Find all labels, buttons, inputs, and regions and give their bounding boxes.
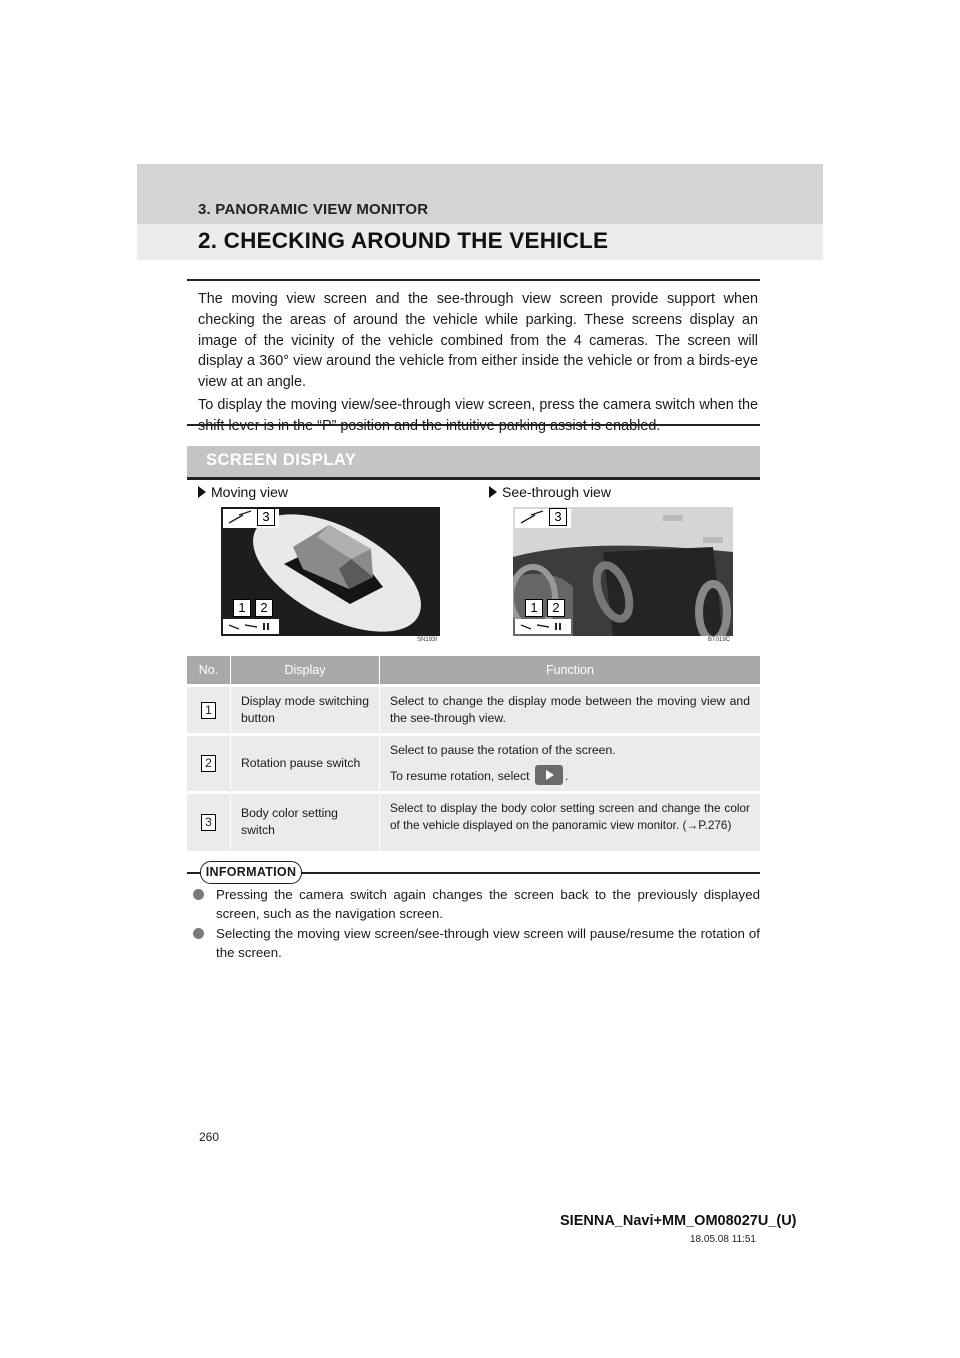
bullet-icon: [193, 928, 204, 939]
row-function-cell: [380, 735, 761, 793]
table-row: [187, 793, 760, 851]
information-list: [192, 886, 760, 964]
moving-view-image-code: SN193I: [417, 637, 438, 643]
intro-paragraph-1: The moving view screen and the see-through view screen provide support when checking the areas of around the vehicle while parking. These screens display an image of the vicinity of the vehicle combined from the 4 cameras. The screen will display a 360° view around the vehicle from either inside the vehicle or from a birds-eye view at an angle.: [198, 291, 758, 391]
triangle-arrow-icon: [489, 486, 497, 498]
triangle-arrow-icon: [198, 486, 206, 498]
page-title: 2. CHECKING AROUND THE VEHICLE: [198, 228, 609, 253]
callout-2: 2: [255, 599, 273, 617]
screen-display-heading: [187, 446, 760, 480]
screen-display-heading-text: SCREEN DISPLAY: [206, 451, 357, 469]
row-function-resume: To resume rotation, select .: [390, 765, 750, 785]
row-number: 1: [201, 702, 216, 719]
callout-2: 2: [547, 599, 565, 617]
document-date: 18.05.08 11:51: [690, 1234, 756, 1245]
function-table: [187, 656, 760, 851]
row-number: 2: [201, 755, 216, 772]
page-number: 260: [199, 1130, 220, 1144]
list-item: Pressing the camera switch again changes the screen back to the previously displayed screen, such as the navigation screen.: [192, 886, 760, 923]
row-display: Rotation pause switch: [231, 735, 380, 793]
moving-view-illustration: [221, 507, 440, 636]
row-number: 3: [201, 814, 216, 831]
see-through-view-image-code: BT019C: [708, 637, 731, 643]
table-row: [187, 735, 760, 793]
callout-1: 1: [233, 599, 251, 617]
see-through-view-illustration: [513, 507, 733, 636]
table-header-display: Display: [231, 656, 380, 686]
row-function: Select to pause the rotation of the screen.: [390, 743, 616, 757]
row-function: Select to change the display mode between the moving view and the see-through view.: [380, 686, 761, 735]
section-label: 3. PANORAMIC VIEW MONITOR: [198, 201, 429, 218]
table-row: [187, 686, 760, 735]
moving-view-label: Moving view: [198, 484, 288, 500]
table-header-function: Function: [380, 656, 761, 686]
callout-3: 3: [257, 508, 275, 526]
moving-view-image: [221, 507, 440, 636]
document-id: SIENNA_Navi+MM_OM08027U_(U): [560, 1213, 797, 1229]
table-header-no: No.: [187, 656, 231, 686]
play-button-icon: [535, 765, 563, 785]
row-display: Display mode switching button: [231, 686, 380, 735]
intro-paragraph-2: To display the moving view/see-through view screen, press the camera switch when the shift lever is in the “P” position and the intuitive parking assist is enabled.: [198, 396, 758, 434]
bullet-icon: [193, 889, 204, 900]
row-function: Select to display the body color setting screen and change the color of the vehicle displayed on the panoramic view monitor. (→P.276): [380, 793, 761, 851]
intro-box: [187, 279, 760, 434]
list-item: Selecting the moving view screen/see-through view screen will pause/resume the rotation of the screen.: [192, 925, 760, 962]
information-tag: INFORMATION: [200, 861, 302, 884]
row-display: Body color setting switch: [231, 793, 380, 851]
see-through-view-label: See-through view: [489, 484, 611, 500]
see-through-view-image: [513, 507, 733, 636]
callout-3: 3: [549, 508, 567, 526]
callout-1: 1: [525, 599, 543, 617]
